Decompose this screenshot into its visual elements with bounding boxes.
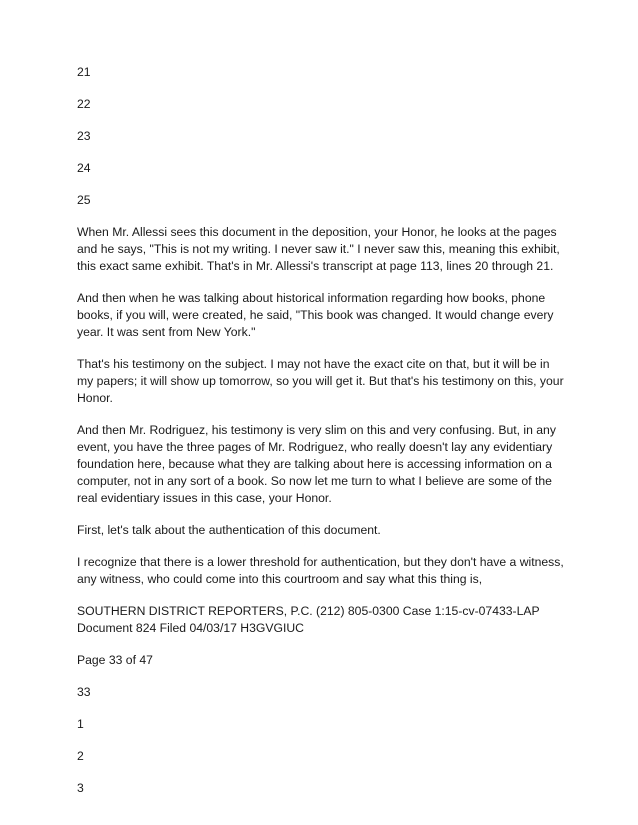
document-page (77, 64, 565, 797)
page-number: 33 (77, 685, 91, 699)
transcript-paragraph: And then when he was talking about historical information regarding how books, phone books, if you will, were created, he said, "This book was changed. It would change every year. It was sent from New York." (77, 291, 554, 339)
line-number: 3 (77, 781, 84, 795)
line-number: 25 (77, 193, 91, 207)
line-number: 1 (77, 717, 84, 731)
transcript-paragraph: I recognize that there is a lower threshold for authentication, but they don't have a witness, any witness, who could come into this courtroom and say what this thing is, (77, 555, 564, 586)
line-number: 24 (77, 161, 91, 175)
transcript-paragraph: That's his testimony on the subject. I may not have the exact cite on that, but it will be in my papers; it will show up tomorrow, so you will get it. But that's his testimony on this, your Honor. (77, 357, 564, 405)
transcript-paragraph: First, let's talk about the authentication of this document. (77, 523, 381, 537)
line-number: 2 (77, 749, 84, 763)
line-number: 22 (77, 97, 91, 111)
line-number: 21 (77, 65, 91, 79)
transcript-paragraph: And then Mr. Rodriguez, his testimony is very slim on this and very confusing. But, in any event, you have the three pages of Mr. Rodriguez, who really doesn't lay any evidentiary foundation here, because what they are talking about here is accessing information on a computer, not in any sort of a book. So now let me turn to what I believe are some of the real evidentiary issues in this case, your Honor. (77, 423, 556, 505)
reporter-header: SOUTHERN DISTRICT REPORTERS, P.C. (212) 805-0300 Case 1:15-cv-07433-LAP Document 824 Filed 04/03/17 H3GVGIUC (77, 604, 540, 635)
line-number: 23 (77, 129, 91, 143)
transcript-paragraph: When Mr. Allessi sees this document in the deposition, your Honor, he looks at the pages and he says, "This is not my writing. I never saw it." I never saw this, meaning this exhibit, this exact same exhibit. That's in Mr. Allessi's transcript at page 113, lines 20 through 21. (77, 225, 560, 273)
page-label: Page 33 of 47 (77, 653, 153, 667)
